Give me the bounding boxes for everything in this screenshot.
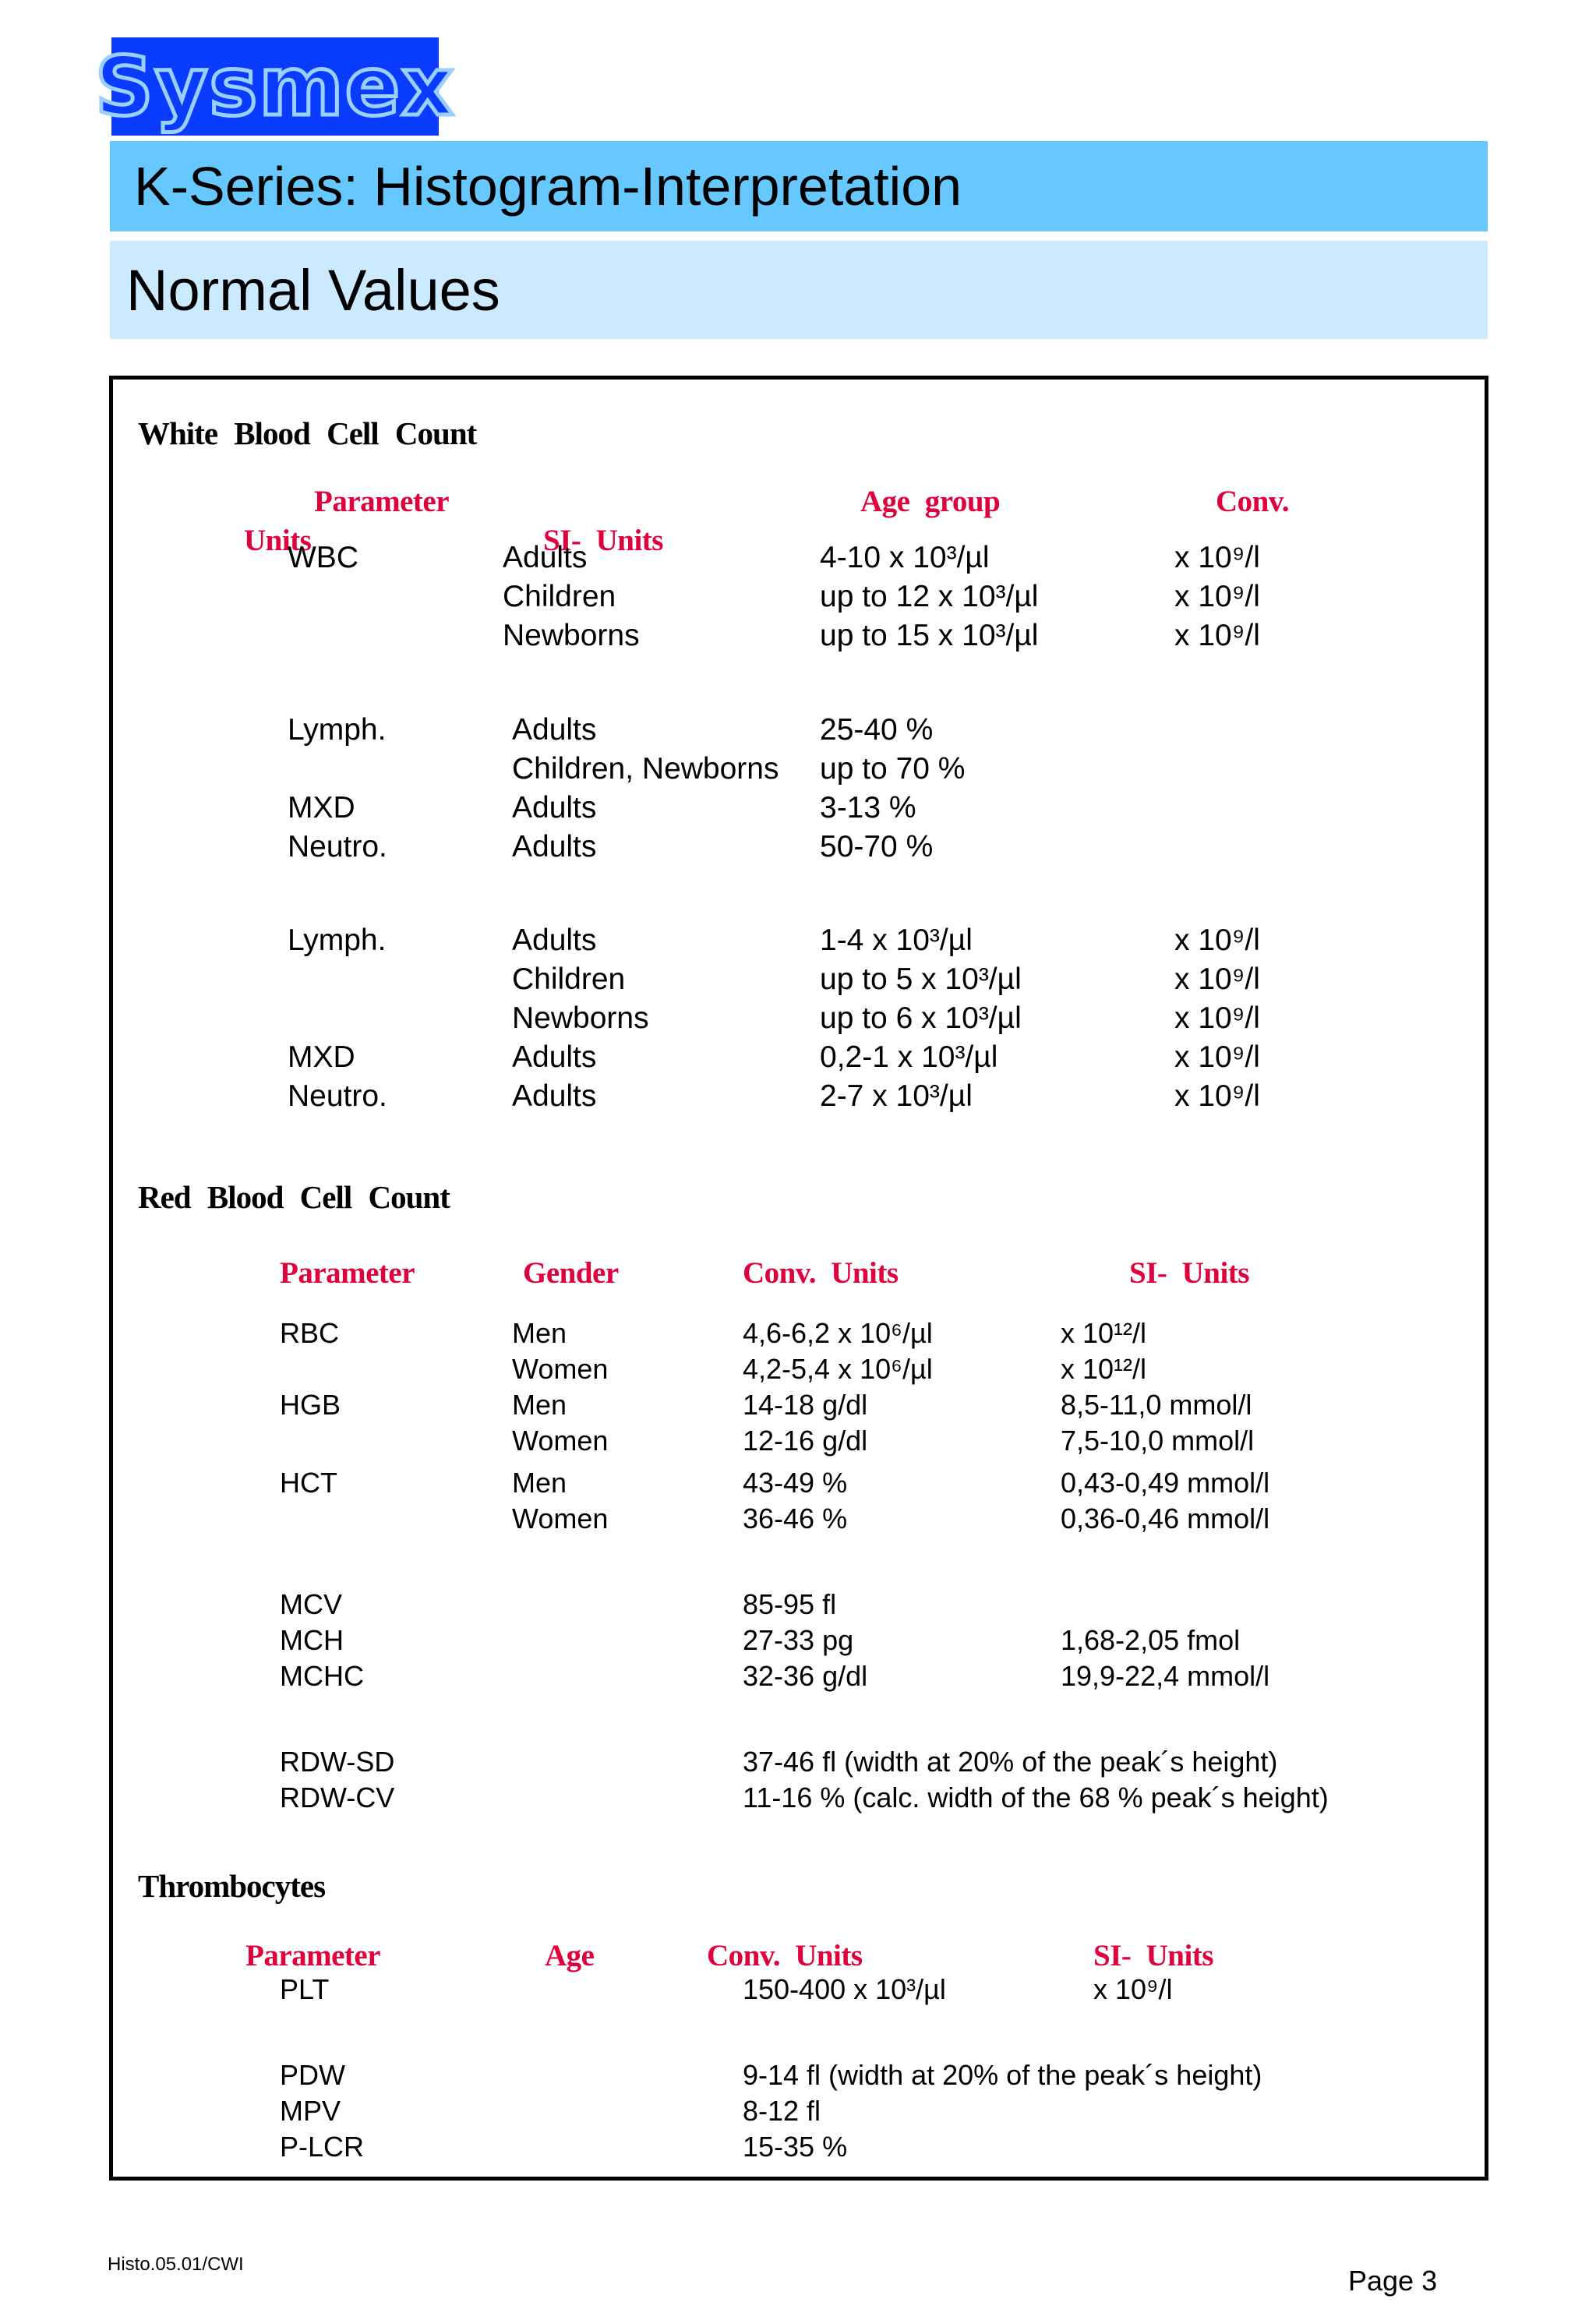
diff-abs-conv: up to 6 x 10³/µl	[820, 1001, 1022, 1035]
diff-pct-group: Adults	[512, 791, 597, 825]
wbc-header-age-group: Age group	[860, 485, 1001, 518]
rbc-row-conv: 85-95 fl	[743, 1588, 837, 1620]
rbc-row-gender: Men	[512, 1467, 567, 1499]
wbc-header-conv: Conv.	[1216, 485, 1289, 518]
diff-abs-param: Lymph.	[288, 923, 387, 957]
diff-abs-group: Adults	[512, 1079, 597, 1113]
page-title: K-Series: Histogram-Interpretation	[134, 156, 962, 217]
rbc-row-param: MCH	[280, 1624, 344, 1656]
diff-abs-conv: 1-4 x 10³/µl	[820, 923, 973, 957]
rbc-row-conv: 4,2-5,4 x 10⁶/µl	[743, 1353, 933, 1385]
rbc-row-param: RDW-CV	[280, 1782, 395, 1813]
diff-abs-group: Adults	[512, 923, 597, 957]
rbc-row-gender: Women	[512, 1503, 609, 1534]
diff-abs-si: x 10⁹/l	[1174, 923, 1260, 957]
diff-abs-conv: up to 5 x 10³/µl	[820, 962, 1022, 996]
plt-header-age: Age	[545, 1939, 595, 1972]
rbc-row-conv: 12-16 g/dl	[743, 1425, 868, 1457]
diff-abs-si: x 10⁹/l	[1174, 962, 1260, 996]
diff-pct-conv: 3-13 %	[820, 791, 916, 825]
rbc-section-title: Red Blood Cell Count	[138, 1179, 450, 1215]
rbc-header-conv-units: Conv. Units	[743, 1256, 899, 1290]
rbc-row-si: x 10¹²/l	[1061, 1317, 1147, 1349]
rbc-row-conv: 32-36 g/dl	[743, 1660, 868, 1692]
diff-abs-si: x 10⁹/l	[1174, 1040, 1260, 1074]
rbc-row-si: 8,5-11,0 mmol/l	[1061, 1389, 1252, 1421]
page-number: Page 3	[1348, 2265, 1438, 2297]
rbc-row-si: 0,36-0,46 mmol/l	[1061, 1503, 1270, 1534]
page-subtitle: Normal Values	[126, 257, 500, 323]
wbc-header-units: Units	[244, 524, 312, 557]
logo-text: Sysmex	[94, 39, 456, 134]
wbc-conv: up to 15 x 10³/µl	[820, 619, 1039, 652]
plt-row-conv: 9-14 fl (width at 20% of the peak´s height)	[743, 2059, 1262, 2091]
rbc-row-si: x 10¹²/l	[1061, 1353, 1147, 1385]
plt-row-param: MPV	[280, 2095, 341, 2127]
rbc-row-conv: 27-33 pg	[743, 1624, 854, 1656]
plt-row-si: x 10⁹/l	[1093, 1973, 1173, 2005]
diff-abs-si: x 10⁹/l	[1174, 1079, 1260, 1113]
diff-pct-conv: up to 70 %	[820, 752, 966, 786]
wbc-si: x 10⁹/l	[1174, 580, 1260, 613]
wbc-group: Children	[503, 580, 616, 613]
rbc-row-gender: Women	[512, 1425, 609, 1457]
sysmex-logo	[94, 37, 456, 136]
rbc-header-si-units: SI- Units	[1129, 1256, 1249, 1290]
rbc-header-gender: Gender	[523, 1256, 619, 1290]
title-banner	[110, 141, 1488, 233]
diff-abs-si: x 10⁹/l	[1174, 1001, 1260, 1035]
rbc-row-param: RBC	[280, 1317, 340, 1349]
rbc-row-si: 19,9-22,4 mmol/l	[1061, 1660, 1270, 1692]
rbc-row-param: HGB	[280, 1389, 341, 1421]
rbc-row-conv: 37-46 fl (width at 20% of the peak´s height)	[743, 1746, 1278, 1778]
wbc-conv: up to 12 x 10³/µl	[820, 580, 1039, 613]
plt-row-conv: 15-35 %	[743, 2131, 848, 2163]
diff-abs-group: Children	[512, 962, 626, 996]
rbc-row-gender: Men	[512, 1317, 567, 1349]
plt-header-conv-units: Conv. Units	[707, 1939, 863, 1972]
rbc-row-param: RDW-SD	[280, 1746, 395, 1778]
wbc-param: WBC	[288, 541, 358, 574]
diff-abs-conv: 2-7 x 10³/µl	[820, 1079, 973, 1113]
plt-row-param: P-LCR	[280, 2131, 365, 2163]
diff-pct-group: Children, Newborns	[512, 752, 779, 786]
rbc-row-conv: 36-46 %	[743, 1503, 848, 1534]
rbc-row-si: 7,5-10,0 mmol/l	[1061, 1425, 1255, 1457]
diff-pct-param: Neutro.	[288, 830, 387, 863]
rbc-row-conv: 43-49 %	[743, 1467, 848, 1499]
plt-row-conv: 8-12 fl	[743, 2095, 821, 2127]
wbc-si: x 10⁹/l	[1174, 541, 1260, 574]
plt-section-title: Thrombocytes	[138, 1868, 326, 1904]
diff-pct-conv: 25-40 %	[820, 713, 934, 747]
rbc-row-si: 1,68-2,05 fmol	[1061, 1624, 1241, 1656]
rbc-row-conv: 11-16 % (calc. width of the 68 % peak´s height)	[743, 1782, 1329, 1813]
plt-header-parameter: Parameter	[245, 1939, 381, 1972]
rbc-row-gender: Women	[512, 1353, 609, 1385]
wbc-group: Adults	[503, 541, 588, 574]
wbc-section-title: White Blood Cell Count	[138, 415, 477, 451]
rbc-header-parameter: Parameter	[280, 1256, 415, 1290]
rbc-row-param: MCV	[280, 1588, 342, 1620]
rbc-row-conv: 14-18 g/dl	[743, 1389, 868, 1421]
wbc-conv: 4-10 x 10³/µl	[820, 541, 990, 574]
wbc-header-si-units: SI- Units	[543, 524, 663, 557]
plt-row-conv: 150-400 x 10³/µl	[743, 1973, 946, 2005]
diff-pct-group: Adults	[512, 713, 597, 747]
rbc-row-param: HCT	[280, 1467, 337, 1499]
diff-pct-param: MXD	[288, 791, 355, 825]
rbc-row-conv: 4,6-6,2 x 10⁶/µl	[743, 1317, 933, 1349]
diff-abs-group: Adults	[512, 1040, 597, 1074]
wbc-group: Newborns	[503, 619, 640, 652]
rbc-row-si: 0,43-0,49 mmol/l	[1061, 1467, 1270, 1499]
subtitle-banner	[110, 241, 1488, 339]
diff-abs-param: Neutro.	[288, 1079, 387, 1113]
plt-row-param: PLT	[280, 1973, 330, 2005]
diff-abs-param: MXD	[288, 1040, 355, 1074]
wbc-si: x 10⁹/l	[1174, 619, 1260, 652]
diff-pct-param: Lymph.	[288, 713, 387, 747]
wbc-header-parameter: Parameter	[314, 485, 450, 518]
rbc-row-gender: Men	[512, 1389, 567, 1421]
diff-abs-conv: 0,2-1 x 10³/µl	[820, 1040, 998, 1074]
diff-pct-group: Adults	[512, 830, 597, 863]
rbc-row-param: MCHC	[280, 1660, 364, 1692]
diff-abs-group: Newborns	[512, 1001, 649, 1035]
plt-header-si-units: SI- Units	[1093, 1939, 1213, 1972]
diff-pct-conv: 50-70 %	[820, 830, 934, 863]
plt-row-param: PDW	[280, 2059, 345, 2091]
document-id: Histo.05.01/CWI	[108, 2254, 244, 2275]
